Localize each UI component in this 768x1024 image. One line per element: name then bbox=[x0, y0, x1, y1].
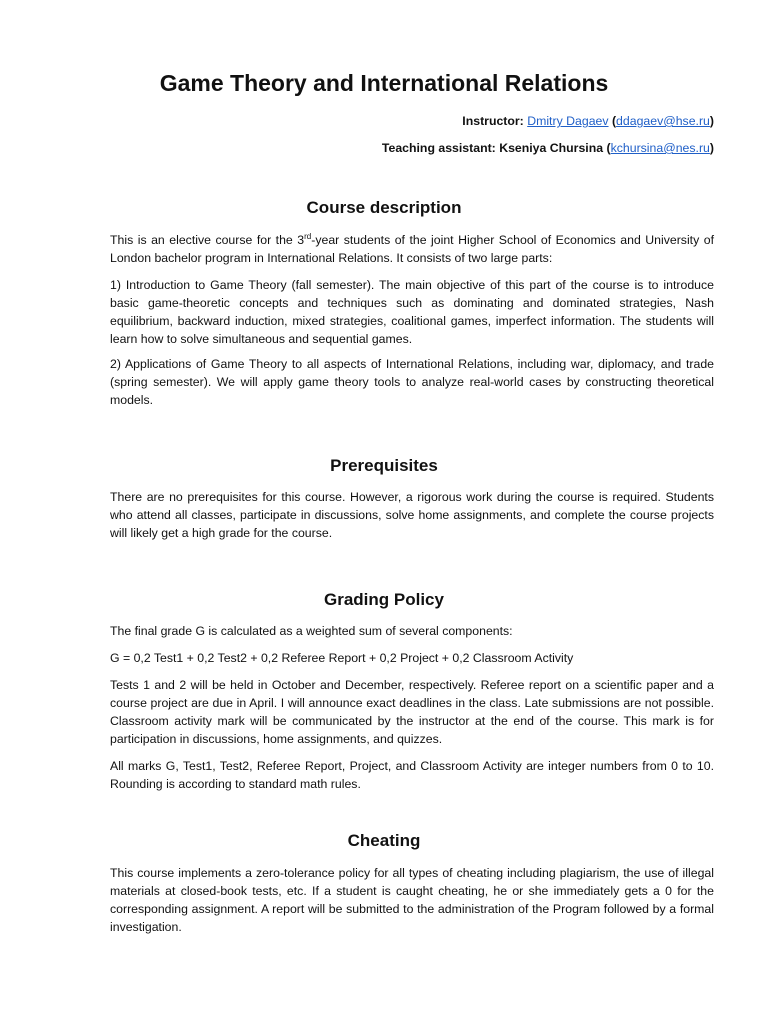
teaching-assistant-paren-close: ) bbox=[709, 141, 714, 155]
grading-formula: G = 0,2 Test1 + 0,2 Test2 + 0,2 Referee Report + 0,2 Project + 0,2 Classroom Activity bbox=[110, 651, 574, 665]
cheating-heading: Cheating bbox=[347, 831, 421, 850]
instructor-paren-close: ) bbox=[709, 114, 714, 128]
instructor-label: Instructor: bbox=[462, 114, 528, 128]
course-description-p1-start: This is an elective course for the 3 bbox=[110, 233, 305, 247]
instructor-paren-open: ( bbox=[608, 114, 617, 128]
ordinal-superscript: rd bbox=[304, 232, 312, 241]
course-description-paragraph-3: 2) Applications of Game Theory to all aspects of International Relations, including war, diplomacy, and trade (spring semester). We will apply game theory tools to analyze real-world cases by constructing theoretical models. bbox=[110, 357, 714, 407]
cheating-paragraph: This course implements a zero-tolerance policy for all types of cheating including plagiarism, the use of illegal materials at closed-book tests, etc. If a student is caught cheating, he or she immediately gets a 0 for the corresponding assignment. A report will be submitted to the administration of the Program followed by a formal investigation. bbox=[110, 866, 714, 934]
grading-policy-marks: All marks G, Test1, Test2, Referee Report, Project, and Classroom Activity are integer numbers from 0 to 10. Rounding is according to standard math rules. bbox=[110, 759, 714, 791]
grading-policy-heading: Grading Policy bbox=[324, 590, 444, 609]
instructor-name-link[interactable]: Dmitry Dagaev bbox=[527, 114, 609, 128]
course-description-paragraph-2: 1) Introduction to Game Theory (fall semester). The main objective of this part of the course is to introduce basic game-theoretic concepts and techniques such as dominating and dominated strategies, Nash equilibrium, backward induction, mixed strategies, coalitional games, imperfect information. The students will learn how to solve simultaneous and sequential games. bbox=[110, 278, 714, 346]
prerequisites-heading: Prerequisites bbox=[330, 456, 438, 475]
teaching-assistant-label: Teaching assistant: Kseniya Chursina ( bbox=[381, 141, 611, 155]
instructor-email-link[interactable]: ddagaev@hse.ru bbox=[616, 114, 710, 128]
course-description-paragraph-1 bbox=[110, 231, 714, 267]
document-title: Game Theory and International Relations bbox=[159, 70, 609, 96]
prerequisites-paragraph: There are no prerequisites for this course. However, a rigorous work during the course is required. Students who attend all classes, participate in discussions, solve home assignments, and complete the course projects will likely get a high grade for the course. bbox=[110, 490, 714, 540]
course-description-heading: Course description bbox=[306, 198, 462, 217]
grading-policy-details: Tests 1 and 2 will be held in October and December, respectively. Referee report on a scientific paper and a course project are due in April. I will announce exact deadlines in the class. Late submissions are not possible. Classroom activity mark will be communicated by the instructor at the end of the course. This mark is for participation in discussions, home assignments, and quizzes. bbox=[110, 678, 714, 746]
teaching-assistant-email-link[interactable]: kchursina@nes.ru bbox=[610, 141, 710, 155]
instructor-line bbox=[462, 114, 714, 128]
teaching-assistant-line bbox=[382, 141, 714, 155]
course-description-p1-end: -year students of the joint Higher School of Economics and University of London bachelor program in International Relations. It consists of two large parts: bbox=[110, 233, 714, 265]
grading-policy-intro: The final grade G is calculated as a weighted sum of several components: bbox=[110, 624, 513, 638]
